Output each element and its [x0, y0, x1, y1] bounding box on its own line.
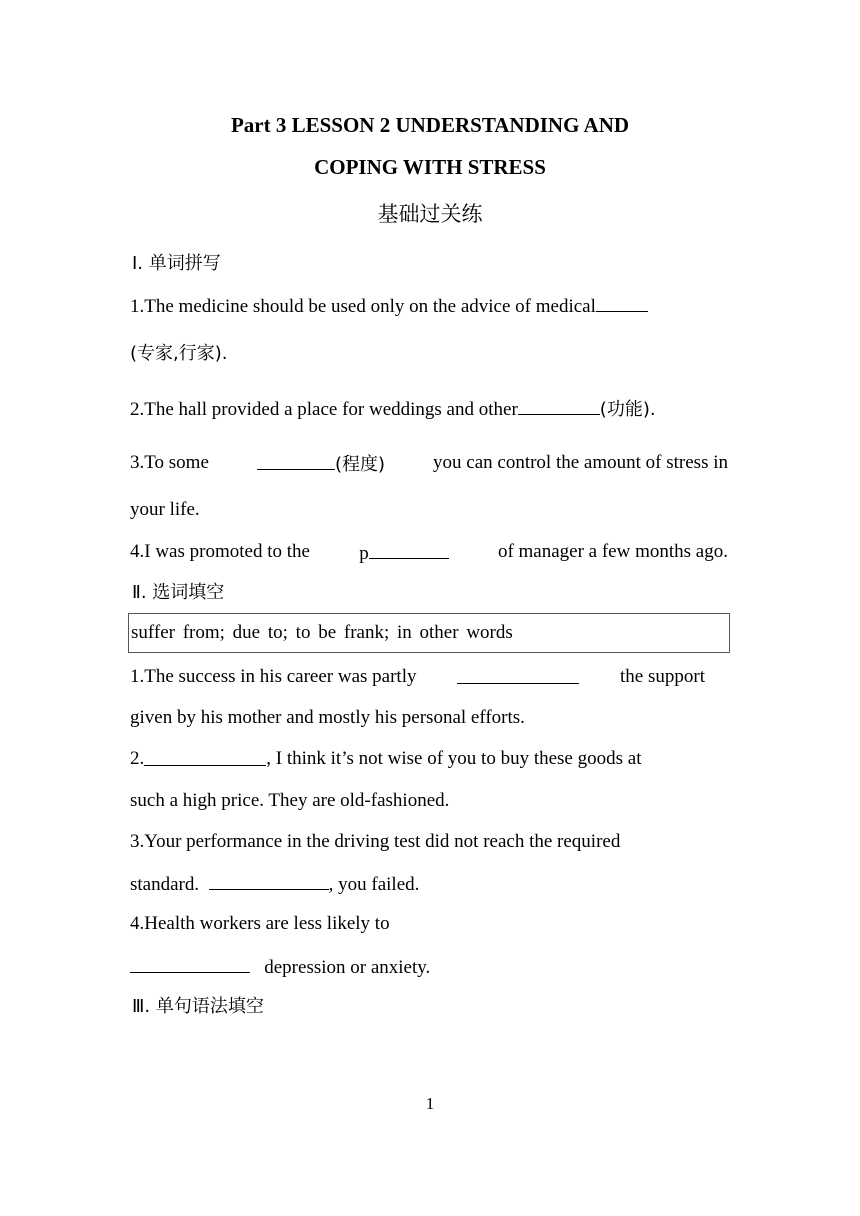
title-line-2: COPING WITH STRESS [314, 155, 546, 179]
s1-q4-letter: p [359, 543, 369, 564]
s2-q2-line2: such a high price. They are old-fashioned. [130, 790, 450, 811]
answer-blank [144, 747, 266, 766]
s2-q3-after: , you failed. [328, 874, 420, 895]
s1-q3-before: 3.To some [130, 452, 209, 473]
section-2-heading: Ⅱ. 选词填空 [132, 582, 225, 603]
s2-q2-before: 2. [130, 748, 145, 769]
subtitle: 基础过关练 [377, 202, 483, 226]
s1-q3-line1 [130, 451, 728, 477]
answer-blank [209, 871, 329, 890]
s2-q2-line1 [130, 747, 728, 771]
s2-q4-line2 [130, 954, 430, 980]
s2-q4-line1: 4.Health workers are less likely to [130, 913, 390, 934]
answer-blank [130, 954, 250, 973]
s1-q4-after: of manager a few months ago. [497, 541, 728, 562]
s1-q4-line [130, 540, 728, 566]
word-bank-text: suffer from; due to; to be frank; in other words [131, 622, 513, 643]
answer-blank [257, 451, 335, 470]
word-bank-box [128, 613, 730, 653]
s1-q3-after: you can control the amount of stress in [433, 452, 728, 473]
s2-q1-after: the support [620, 666, 705, 687]
s1-q2-line [130, 396, 656, 422]
s2-q1-line2: given by his mother and mostly his personal efforts. [130, 707, 525, 728]
s2-q3-before: standard. [130, 874, 200, 895]
s1-q1-hint: (专家,行家). [130, 343, 228, 364]
s1-q4-before: 4.I was promoted to the [130, 541, 310, 562]
answer-blank [518, 396, 600, 415]
title-line-1: Part 3 LESSON 2 UNDERSTANDING AND [230, 113, 630, 137]
answer-blank [596, 293, 648, 312]
s2-q1-line1 [130, 665, 705, 689]
s1-q2-hint: (功能). [599, 399, 656, 420]
s1-q3-hint: (程度) [334, 454, 385, 475]
s1-q1-text: 1.The medicine should be used only on the advice of medical [130, 296, 596, 317]
s2-q2-after: , I think it’s not wise of you to buy these goods at [266, 748, 642, 769]
section-1-heading: Ⅰ. 单词拼写 [132, 253, 221, 274]
s1-q3-line2: your life. [130, 499, 200, 520]
s2-q3-line1: 3.Your performance in the driving test did not reach the required [130, 831, 621, 852]
s1-q1-line1 [130, 293, 648, 319]
s2-q1-before: 1.The success in his career was partly [130, 666, 417, 687]
s2-q4-after: depression or anxiety. [264, 957, 431, 978]
page-number: 1 [425, 1094, 435, 1113]
s2-q3-line2 [130, 871, 419, 897]
answer-blank [457, 665, 579, 684]
answer-blank [369, 540, 449, 559]
s1-q2-text: 2.The hall provided a place for weddings and other [130, 399, 518, 420]
section-3-heading: Ⅲ. 单句语法填空 [132, 996, 264, 1017]
